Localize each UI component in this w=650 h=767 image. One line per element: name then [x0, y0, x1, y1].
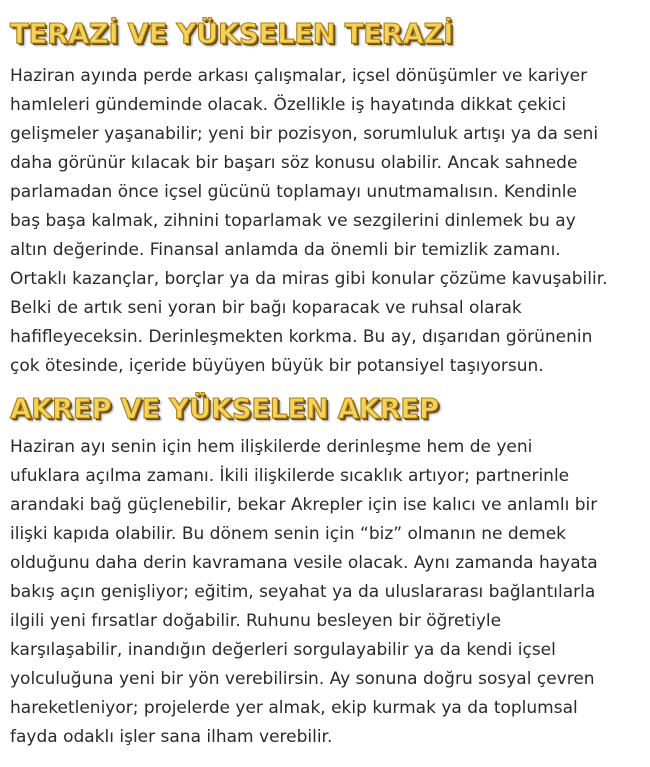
section-body-terazi — [10, 62, 640, 381]
text-line: baş başa kalmak, zihnini toparlamak ve sezgilerini dinlemek bu ay — [10, 211, 576, 231]
section-heading-akrep: AKREP VE YÜKSELEN AKREP — [10, 393, 439, 425]
text-line: hamleleri gündeminde olacak. Özellikle iş hayatında dikkat çekici — [10, 95, 567, 115]
text-line: gelişmeler yaşanabilir; yeni bir pozisyon, sorumluluk artışı ya da seni — [10, 124, 599, 144]
text-line: Ortaklı kazançlar, borçlar ya da miras gibi konular çözüme kavuşabilir. — [10, 269, 608, 289]
text-line: daha görünür kılacak bir başarı söz konusu olabilir. Ancak sahnede — [10, 153, 578, 173]
text-line: ilgili yeni fırsatlar doğabilir. Ruhunu besleyen bir öğretiyle — [10, 611, 502, 631]
text-line: Haziran ayında perde arkası çalışmalar, içsel dönüşümler ve kariyer — [10, 66, 588, 86]
text-line: yolculuğuna yeni bir yön verebilirsin. Ay sonuna doğru sosyal çevren — [10, 669, 595, 689]
section-heading-terazi: TERAZİ VE YÜKSELEN TERAZİ — [10, 18, 454, 50]
text-line: ufuklara açılma zamanı. İkili ilişkilerde sıcaklık artıyor; partnerinle — [10, 466, 570, 486]
text-line: hafifleyeceksin. Derinleşmekten korkma. Bu ay, dışarıdan görünenin — [10, 327, 593, 347]
text-line: altın değerinde. Finansal anlamda da önemli bir temizlik zamanı. — [10, 240, 561, 260]
text-line: karşılaşabilir, inandığın değerleri sorgulayabilir ya da kendi içsel — [10, 640, 556, 660]
section-body-akrep — [10, 433, 640, 752]
text-line: ilişki kapıda olabilir. Bu dönem senin için “biz” olmanın ne demek — [10, 524, 567, 544]
text-line: Haziran ayı senin için hem ilişkilerde derinleşme hem de yeni — [10, 437, 533, 457]
text-line: çok ötesinde, içeride büyüyen büyük bir potansiyel taşıyorsun. — [10, 356, 544, 376]
text-line: fayda odaklı işler sana ilham verebilir. — [10, 727, 333, 747]
text-line: parlamadan önce içsel gücünü toplamayı unutmamalısın. Kendinle — [10, 182, 577, 202]
text-line: hareketleniyor; projelerde yer almak, ekip kurmak ya da toplumsal — [10, 698, 578, 718]
text-line: Belki de artık seni yoran bir bağı koparacak ve ruhsal olarak — [10, 298, 522, 318]
text-line: olduğunu daha derin kavramana vesile olacak. Aynı zamanda hayata — [10, 553, 598, 573]
text-line: bakış açın genişliyor; eğitim, seyahat ya da uluslararası bağlantılarla — [10, 582, 596, 602]
text-line: arandaki bağ güçlenebilir, bekar Akrepler için ise kalıcı ve anlamlı bir — [10, 495, 598, 515]
